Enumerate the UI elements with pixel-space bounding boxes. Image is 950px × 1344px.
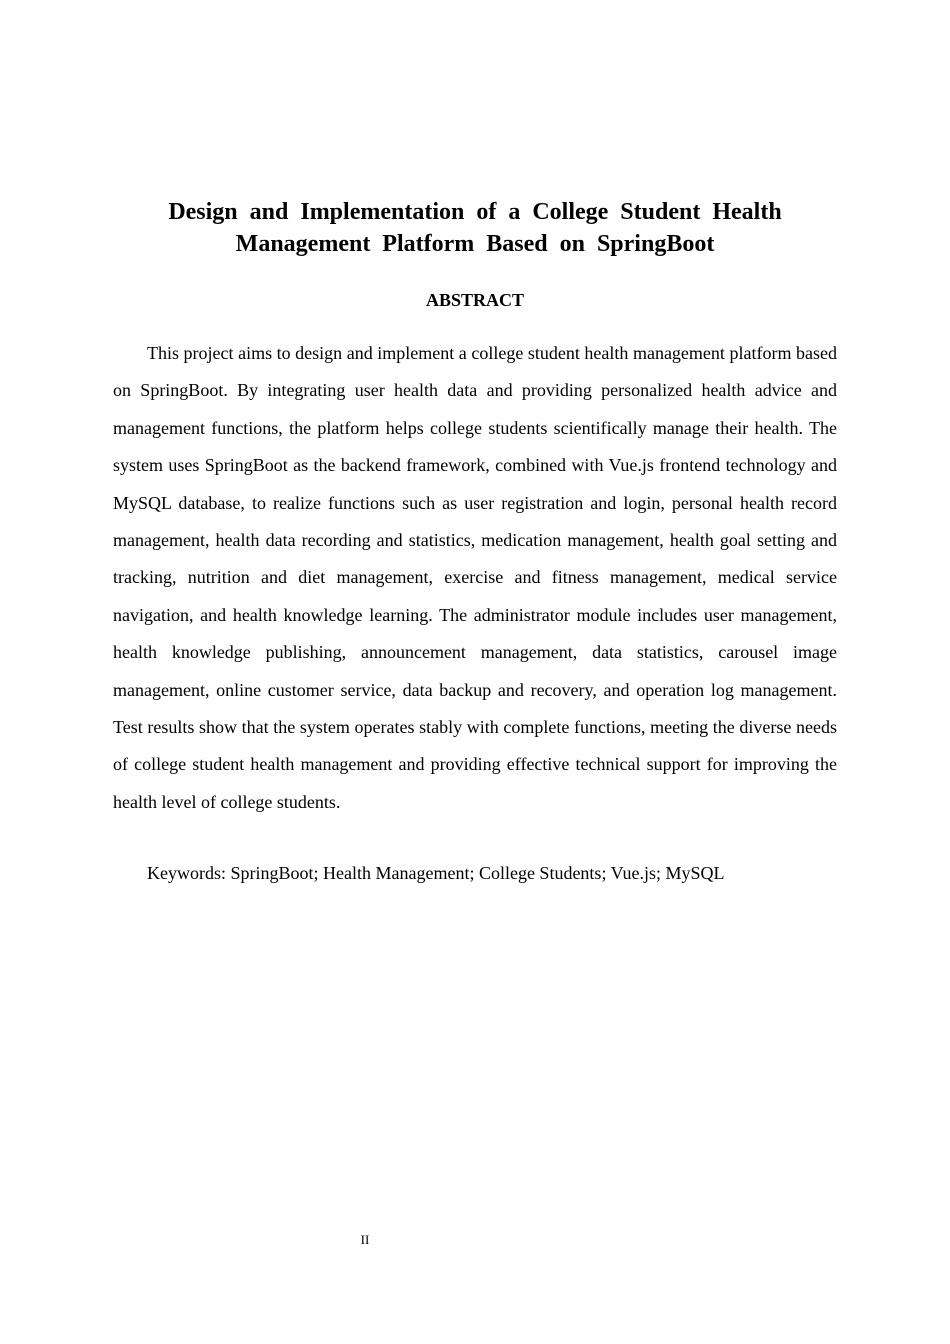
page-number: II — [360, 1232, 370, 1247]
paper-title-line-2: Management Platform Based on SpringBoot — [235, 231, 715, 257]
paper-title — [113, 196, 837, 260]
abstract-heading: ABSTRACT — [425, 290, 525, 310]
abstract-body: This project aims to design and implement a college student health management platform based on SpringBoot. By integrating user health data and providing personalized health advice and management functions, the platform helps college students scientifically manage their health. The system uses SpringBoot as the backend framework, combined with Vue.js frontend technology and MySQL database, to realize functions such as user registration and login, personal health record management, health data recording and statistics, medication management, health goal setting and tracking, nutrition and diet management, exercise and fitness management, medical service navigation, and health knowledge learning. The administrator module includes user management, health knowledge publishing, announcement management, data statistics, carousel image management, online customer service, data backup and recovery, and operation log management. Test results show that the system operates stably with complete functions, meeting the diverse needs of college student health management and providing effective technical support for improving the health level of college students. — [113, 343, 837, 812]
paper-title-line-1: Design and Implementation of a College Student Health — [168, 199, 782, 225]
keywords: Keywords: SpringBoot; Health Management; College Students; Vue.js; MySQL — [147, 863, 725, 883]
